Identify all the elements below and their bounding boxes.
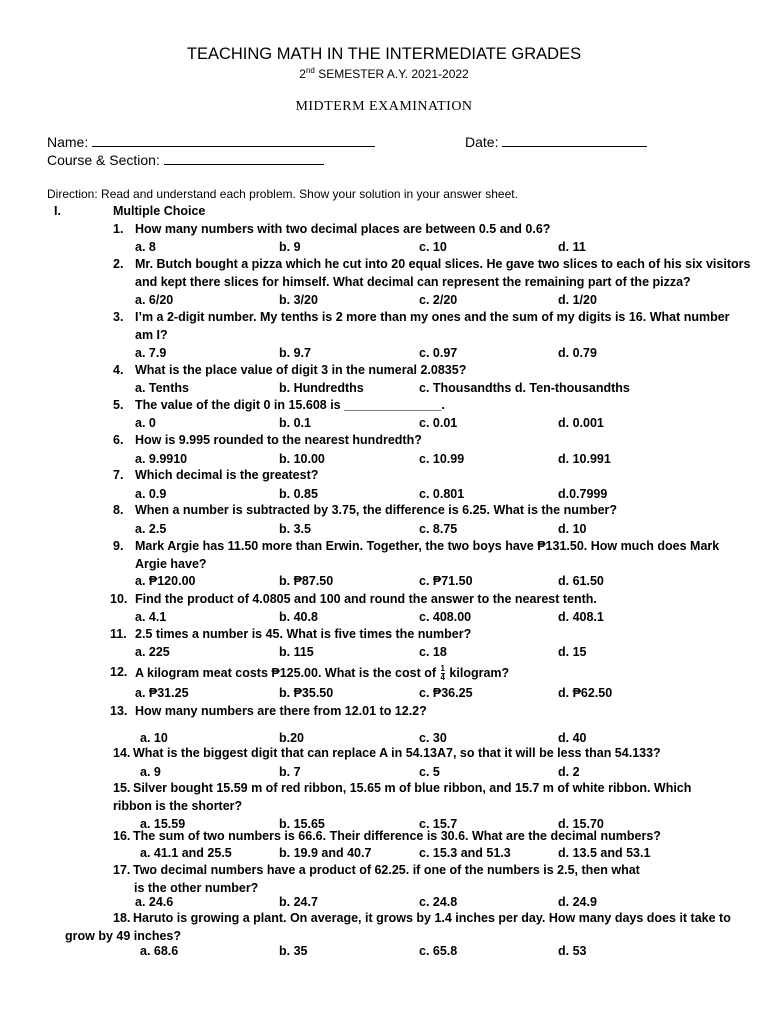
answer-choice-a[interactable]: a. Tenths — [135, 381, 189, 395]
course-section-blank[interactable] — [164, 152, 324, 165]
answer-choice-b[interactable]: b. 0.85 — [279, 487, 318, 501]
answer-choice-d[interactable]: d. 53 — [558, 944, 587, 958]
answer-choice-a[interactable]: a. 41.1 and 25.5 — [140, 846, 232, 860]
name-label: Name — [47, 134, 85, 150]
answer-choice-b[interactable]: b. ₱87.50 — [279, 574, 334, 588]
question-text: Haruto is growing a plant. On average, it grows by 1.4 inches per day. How many days does it take to — [133, 911, 731, 925]
semester-superscript: nd — [305, 66, 315, 75]
question-text-pre: A kilogram meat costs ₱125.00. What is the cost of — [135, 665, 440, 680]
question-number: 3. — [113, 310, 124, 324]
answer-choice-b[interactable]: b. 3/20 — [279, 293, 318, 307]
question-text-post: kilogram? — [445, 665, 510, 680]
answer-choice-d[interactable]: d. 408.1 — [558, 610, 604, 624]
answer-choice-a[interactable]: a. 9.9910 — [135, 452, 188, 466]
question-text: Argie have? — [135, 557, 207, 571]
answer-choice-c[interactable]: c. 5 — [419, 765, 440, 779]
answer-choice-c[interactable]: c. 408.00 — [419, 610, 472, 624]
answer-choice-a[interactable]: a. ₱31.25 — [135, 686, 189, 700]
question-number: 1. — [113, 222, 124, 236]
answer-choice-d[interactable]: d. 2 — [558, 765, 580, 779]
course-section-label: Course & Section — [47, 152, 156, 168]
fraction-numerator: 1 — [440, 664, 445, 673]
exam-title: MIDTERM EXAMINATION — [295, 99, 473, 114]
question-number: 16. — [113, 829, 131, 843]
question-number: 12. — [110, 665, 128, 679]
question-text: The sum of two numbers is 66.6. Their difference is 30.6. What are the decimal numbers? — [133, 829, 661, 843]
question-number: 2. — [113, 257, 124, 271]
question-text: When a number is subtracted by 3.75, the difference is 6.25. What is the number? — [135, 503, 618, 517]
answer-choice-b[interactable]: b. 15.65 — [279, 817, 325, 831]
fraction — [441, 665, 445, 682]
answer-choice-b[interactable]: b. 40.8 — [279, 610, 318, 624]
question-text: and kept there slices for himself. What decimal can represent the remaining part of the pizza? — [135, 275, 691, 289]
question-text: How many numbers are there from 12.01 to 12.2? — [135, 704, 427, 718]
answer-choice-d[interactable]: d. 10 — [558, 522, 587, 536]
question-number: 11. — [110, 627, 127, 641]
answer-choice-c[interactable]: c. 10.99 — [419, 452, 465, 466]
answer-choice-a[interactable]: a. 68.6 — [140, 944, 179, 958]
answer-choice-b[interactable]: b. 9 — [279, 240, 301, 254]
question-text: grow by 49 inches? — [65, 929, 182, 943]
answer-choice-d[interactable]: d. 61.50 — [558, 574, 604, 588]
question-text: Find the product of 4.0805 and 100 and round the answer to the nearest tenth. — [135, 592, 597, 606]
question-number: 5. — [113, 398, 124, 412]
question-number: 17. — [113, 863, 131, 877]
question-text: How many numbers with two decimal places are between 0.5 and 0.6? — [135, 222, 551, 236]
question-text: The value of the digit 0 in 15.608 is ______________. — [135, 398, 445, 412]
question-number: 7. — [113, 468, 124, 482]
answer-choice-d[interactable]: d. 1/20 — [558, 293, 597, 307]
answer-choice-a[interactable]: a. 4.1 — [135, 610, 167, 624]
answer-choice-b[interactable]: b. 24.7 — [279, 895, 318, 909]
answer-choice-a[interactable]: a. 225 — [135, 645, 170, 659]
question-number: 4. — [113, 363, 124, 377]
answer-choice-d[interactable]: d. 0.79 — [558, 346, 597, 360]
answer-choice-b[interactable]: b.20 — [279, 731, 305, 745]
question-number: 18. — [113, 911, 131, 925]
answer-choice-a[interactable]: a. 6/20 — [135, 293, 174, 307]
answer-choice-a[interactable]: a. 0 — [135, 416, 156, 430]
answer-choice-a[interactable]: a. ₱120.00 — [135, 574, 196, 588]
answer-choice-b[interactable]: b. 115 — [279, 645, 314, 659]
question-number: 15. — [113, 781, 131, 795]
question-text: Mark Argie has 11.50 more than Erwin. Together, the two boys have ₱131.50. How much does Mark — [135, 539, 720, 553]
answer-choice-d[interactable]: d. ₱62.50 — [558, 686, 613, 700]
answer-choice-c[interactable]: c. 18 — [419, 645, 447, 659]
answer-choice-a[interactable]: a. 10 — [140, 731, 168, 745]
direction-label: Direction — [47, 187, 95, 201]
answer-choice-c[interactable]: c. 0.801 — [419, 487, 465, 501]
name-field: Name: — [47, 134, 375, 150]
answer-choice-c[interactable]: c. 10 — [419, 240, 447, 254]
course-section-field: Course & Section: — [47, 152, 324, 168]
answer-choice-c[interactable]: c. 15.3 and 51.3 — [419, 846, 511, 860]
question-text: Silver bought 15.59 m of red ribbon, 15.65 m of blue ribbon, and 15.7 m of white ribbon. Which — [133, 781, 692, 795]
answer-choice-d[interactable]: d. 10.991 — [558, 452, 611, 466]
answer-choice-b[interactable]: b. ₱35.50 — [279, 686, 334, 700]
answer-choice-d[interactable]: d. 13.5 and 53.1 — [558, 846, 651, 860]
direction — [47, 187, 518, 201]
answer-choice-a[interactable]: a. 9 — [140, 765, 161, 779]
answer-choice-d[interactable]: d. 40 — [558, 731, 587, 745]
section-title: Multiple Choice — [113, 204, 206, 218]
answer-choice-c[interactable]: c. 65.8 — [419, 944, 458, 958]
question-number: 8. — [113, 503, 124, 517]
answer-choice-a[interactable]: a. 15.59 — [140, 817, 186, 831]
answer-choice-b[interactable]: b. 35 — [279, 944, 308, 958]
answer-choice-a[interactable]: a. 0.9 — [135, 487, 167, 501]
semester-line — [0, 66, 768, 81]
answer-choice-d[interactable]: d. 15 — [558, 645, 587, 659]
question-text: am I? — [135, 328, 168, 342]
answer-choice-c[interactable]: c. 15.7 — [419, 817, 458, 831]
answer-choice-a[interactable]: a. 8 — [135, 240, 156, 254]
answer-choice-b[interactable]: b. 10.00 — [279, 452, 325, 466]
answer-choice-c[interactable]: c. ₱71.50 — [419, 574, 473, 588]
answer-choice-c[interactable]: c. 0.97 — [419, 346, 458, 360]
question-number: 6. — [113, 433, 124, 447]
question-text: Which decimal is the greatest? — [135, 468, 319, 482]
question-text: 2.5 times a number is 45. What is five times the number? — [135, 627, 472, 641]
question-text: Mr. Butch bought a pizza which he cut into 20 equal slices. He gave two slices to each of his six visitors — [135, 257, 751, 271]
answer-choice-c[interactable]: c. 30 — [419, 731, 447, 745]
date-field: Date: — [465, 134, 647, 150]
answer-choice-d[interactable]: d. 11 — [558, 240, 586, 254]
answer-choice-c[interactable]: c. 24.8 — [419, 895, 458, 909]
question-text: Two decimal numbers have a product of 62.25. if one of the numbers is 2.5, then what — [133, 863, 640, 877]
date-blank[interactable] — [502, 134, 647, 147]
question-text: I’m a 2-digit number. My tenths is 2 more than my ones and the sum of my digits is 16. What number — [135, 310, 730, 324]
question-text: ribbon is the shorter? — [113, 799, 243, 813]
answer-choice-b[interactable]: b. Hundredths — [279, 381, 364, 395]
direction-text: : Read and understand each problem. Show your solution in your answer sheet. — [94, 187, 518, 201]
course-title: TEACHING MATH IN THE INTERMEDIATE GRADES — [186, 45, 582, 63]
answer-choice-b[interactable]: b. 19.9 and 40.7 — [279, 846, 372, 860]
question-text: What is the biggest digit that can replace A in 54.13A7, so that it will be less than 54.133? — [133, 746, 661, 760]
question-number: 9. — [113, 539, 124, 553]
date-label: Date — [465, 134, 495, 150]
answer-choice-b[interactable]: b. 9.7 — [279, 346, 311, 360]
answer-choice-d[interactable]: d. 15.70 — [558, 817, 604, 831]
question-text: What is the place value of digit 3 in the numeral 2.0835? — [135, 363, 467, 377]
question-text: How is 9.995 rounded to the nearest hundredth? — [135, 433, 422, 447]
fraction-denominator: 4 — [440, 673, 445, 682]
answer-choice-a[interactable]: a. 7.9 — [135, 346, 167, 360]
answer-choice-b[interactable]: b. 7 — [279, 765, 301, 779]
answer-choice-b[interactable]: b. 3.5 — [279, 522, 311, 536]
semester-ordinal: 2 — [299, 67, 306, 81]
name-blank[interactable] — [92, 134, 375, 147]
question-text — [135, 665, 509, 682]
answer-choice-c[interactable]: c. 2/20 — [419, 293, 458, 307]
answer-choice-a[interactable]: a. 24.6 — [135, 895, 174, 909]
answer-choice-d[interactable]: d. 24.9 — [558, 895, 597, 909]
question-text: is the other number? — [134, 881, 259, 895]
answer-choice-c[interactable]: c. 0.01 — [419, 416, 458, 430]
answer-choice-d[interactable]: d. 0.001 — [558, 416, 604, 430]
question-number: 14. — [113, 746, 131, 760]
answer-choice-c[interactable]: c. ₱36.25 — [419, 686, 473, 700]
question-number: 13. — [110, 704, 128, 718]
answer-choice-c[interactable]: c. Thousandths d. Ten-thousandths — [419, 381, 630, 395]
answer-choice-d[interactable]: d.0.7999 — [558, 487, 608, 501]
answer-choice-b[interactable]: b. 0.1 — [279, 416, 311, 430]
question-number: 10. — [110, 592, 128, 606]
answer-choice-a[interactable]: a. 2.5 — [135, 522, 167, 536]
answer-choice-c[interactable]: c. 8.75 — [419, 522, 458, 536]
section-number: I. — [54, 204, 61, 218]
semester-text: SEMESTER A.Y. 2021-2022 — [314, 67, 469, 81]
